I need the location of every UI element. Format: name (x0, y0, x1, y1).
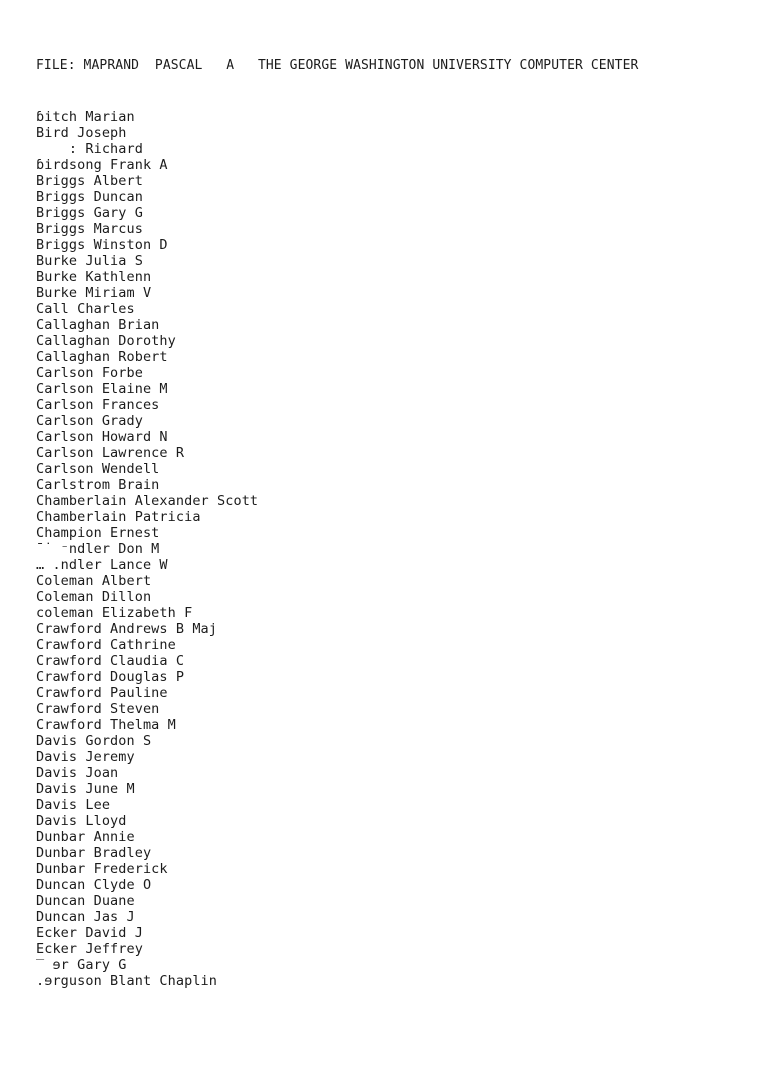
name-entry: Davis June M (36, 781, 135, 797)
name-list (36, 109, 258, 989)
name-entry: Briggs Duncan (36, 189, 143, 205)
name-entry: Davis Jeremy (36, 749, 135, 765)
name-entry: Davis Gordon S (36, 733, 152, 749)
name-entry: ˉ˙ ⁻ndler Don M (36, 541, 160, 557)
name-entry: Duncan Jas J (36, 909, 135, 925)
name-entry: Crawford Douglas P (36, 669, 185, 685)
name-entry: Crawford Claudia C (36, 653, 185, 669)
name-entry: Callaghan Brian (36, 317, 160, 333)
name-entry: Briggs Gary G (36, 205, 143, 221)
name-entry: .ɘrguson Blant Chaplin (36, 973, 218, 989)
name-entry: Carlson Wendell (36, 461, 160, 477)
name-entry: Crawford Thelma M (36, 717, 176, 733)
name-entry: Briggs Albert (36, 173, 143, 189)
name-entry: Carlson Forbe (36, 365, 143, 381)
name-entry: Carlson Grady (36, 413, 143, 429)
file-header: FILE: MAPRAND PASCAL A THE GEORGE WASHINGTON UNIVERSITY COMPUTER CENTER (36, 58, 639, 73)
name-entry: Crawford Andrews B Maj (36, 621, 218, 637)
name-entry: Carlson Frances (36, 397, 160, 413)
name-entry: ‾ ɘr Gary G (36, 957, 127, 973)
name-entry: … .ndler Lance W (36, 557, 168, 573)
name-entry: Crawford Steven (36, 701, 160, 717)
name-entry: Ecker David J (36, 925, 143, 941)
name-entry: ɓitch Marian (36, 109, 135, 125)
name-entry: Duncan Duane (36, 893, 135, 909)
name-entry: Chamberlain Patricia (36, 509, 201, 525)
name-entry: Briggs Marcus (36, 221, 143, 237)
name-entry: Carlson Howard N (36, 429, 168, 445)
name-entry: Davis Joan (36, 765, 119, 781)
name-entry: Carlstrom Brain (36, 477, 160, 493)
name-entry: Burke Julia S (36, 253, 143, 269)
name-entry: Dunbar Bradley (36, 845, 152, 861)
name-entry: Coleman Dillon (36, 589, 152, 605)
name-entry: Callaghan Dorothy (36, 333, 176, 349)
name-entry: Crawford Cathrine (36, 637, 176, 653)
name-entry: : Richard (36, 141, 143, 157)
name-entry: Carlson Lawrence R (36, 445, 185, 461)
name-entry: Call Charles (36, 301, 135, 317)
name-entry: Ecker Jeffrey (36, 941, 143, 957)
name-entry: Dunbar Annie (36, 829, 135, 845)
name-entry: Briggs Winston D (36, 237, 168, 253)
name-entry: Dunbar Frederick (36, 861, 168, 877)
name-entry: Callaghan Robert (36, 349, 168, 365)
name-entry: Champion Ernest (36, 525, 160, 541)
name-entry: Burke Miriam V (36, 285, 152, 301)
name-entry: Bird Joseph (36, 125, 127, 141)
name-entry: Burke Kathlenn (36, 269, 152, 285)
name-entry: Davis Lee (36, 797, 111, 813)
name-entry: Coleman Albert (36, 573, 152, 589)
name-entry: ɓirdsong Frank A (36, 157, 168, 173)
name-entry: Duncan Clyde O (36, 877, 152, 893)
name-entry: coleman Elizabeth F (36, 605, 193, 621)
name-entry: Crawford Pauline (36, 685, 168, 701)
name-entry: Carlson Elaine M (36, 381, 168, 397)
name-entry: Chamberlain Alexander Scott (36, 493, 259, 509)
name-entry: Davis Lloyd (36, 813, 127, 829)
